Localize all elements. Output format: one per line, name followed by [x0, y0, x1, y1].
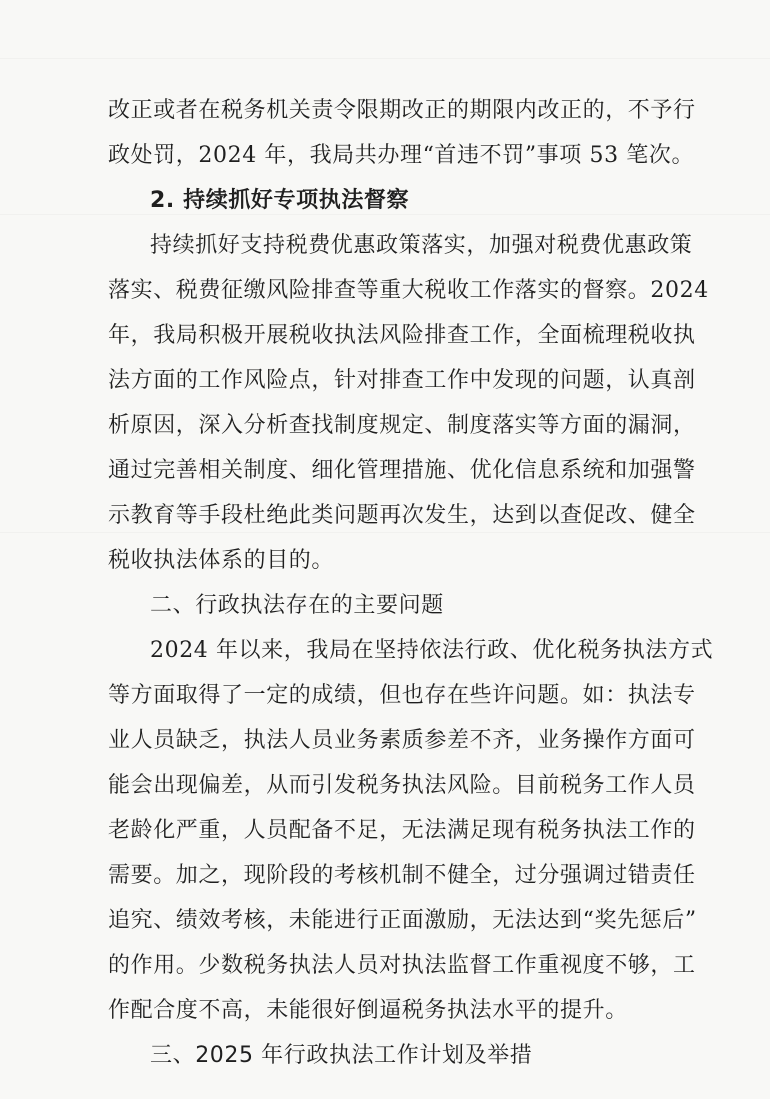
paragraph-line: 政处罚，2024 年，我局共办理“首违不罚”事项 53 笔次。	[108, 143, 695, 168]
paragraph-line: 需要。加之，现阶段的考核机制不健全，过分强调过错责任	[108, 863, 696, 888]
paragraph-line: 税收执法体系的目的。	[108, 548, 335, 573]
paragraph-line: 改正或者在税务机关责令限期改正的期限内改正的，不予行	[108, 98, 696, 123]
paragraph-line: 示教育等手段杜绝此类问题再次发生，达到以查促改、健全	[108, 503, 696, 528]
section-heading: 二、行政执法存在的主要问题	[150, 593, 444, 618]
paragraph-line: 追究、绩效考核，未能进行正面激励，无法达到“奖先惩后”	[108, 908, 697, 933]
paragraph-line: 老龄化严重，人员配备不足，无法满足现有税务执法工作的	[108, 818, 696, 843]
paragraph-line: 析原因，深入分析查找制度规定、制度落实等方面的漏洞，	[108, 413, 696, 438]
paragraph-line: 等方面取得了一定的成绩，但也存在些许问题。如：执法专	[108, 683, 696, 708]
paragraph-line: 的作用。少数税务执法人员对执法监督工作重视度不够，工	[108, 953, 696, 978]
scan-artifact	[0, 532, 770, 533]
section-heading: 2. 持续抓好专项执法督察	[150, 188, 410, 213]
paragraph-line: 业人员缺乏，执法人员业务素质参差不齐，业务操作方面可	[108, 728, 696, 753]
paragraph-line: 通过完善相关制度、细化管理措施、优化信息系统和加强警	[108, 458, 696, 483]
paragraph-line: 能会出现偏差，从而引发税务执法风险。目前税务工作人员	[108, 773, 696, 798]
paragraph-line: 年，我局积极开展税收执法风险排查工作，全面梳理税收执	[108, 323, 696, 348]
paragraph-line: 持续抓好支持税费优惠政策落实，加强对税费优惠政策	[150, 233, 693, 258]
section-heading: 三、2025 年行政执法工作计划及举措	[150, 1043, 533, 1068]
paragraph-line: 法方面的工作风险点，针对排查工作中发现的问题，认真剖	[108, 368, 696, 393]
paragraph-line: 作配合度不高，未能很好倒逼税务执法水平的提升。	[108, 998, 628, 1023]
paragraph-line: 落实、税费征缴风险排查等重大税收工作落实的督察。2024	[108, 278, 709, 303]
scan-artifact	[0, 58, 770, 59]
paragraph-line: 2024 年以来，我局在坚持依法行政、优化税务执法方式	[150, 638, 714, 663]
